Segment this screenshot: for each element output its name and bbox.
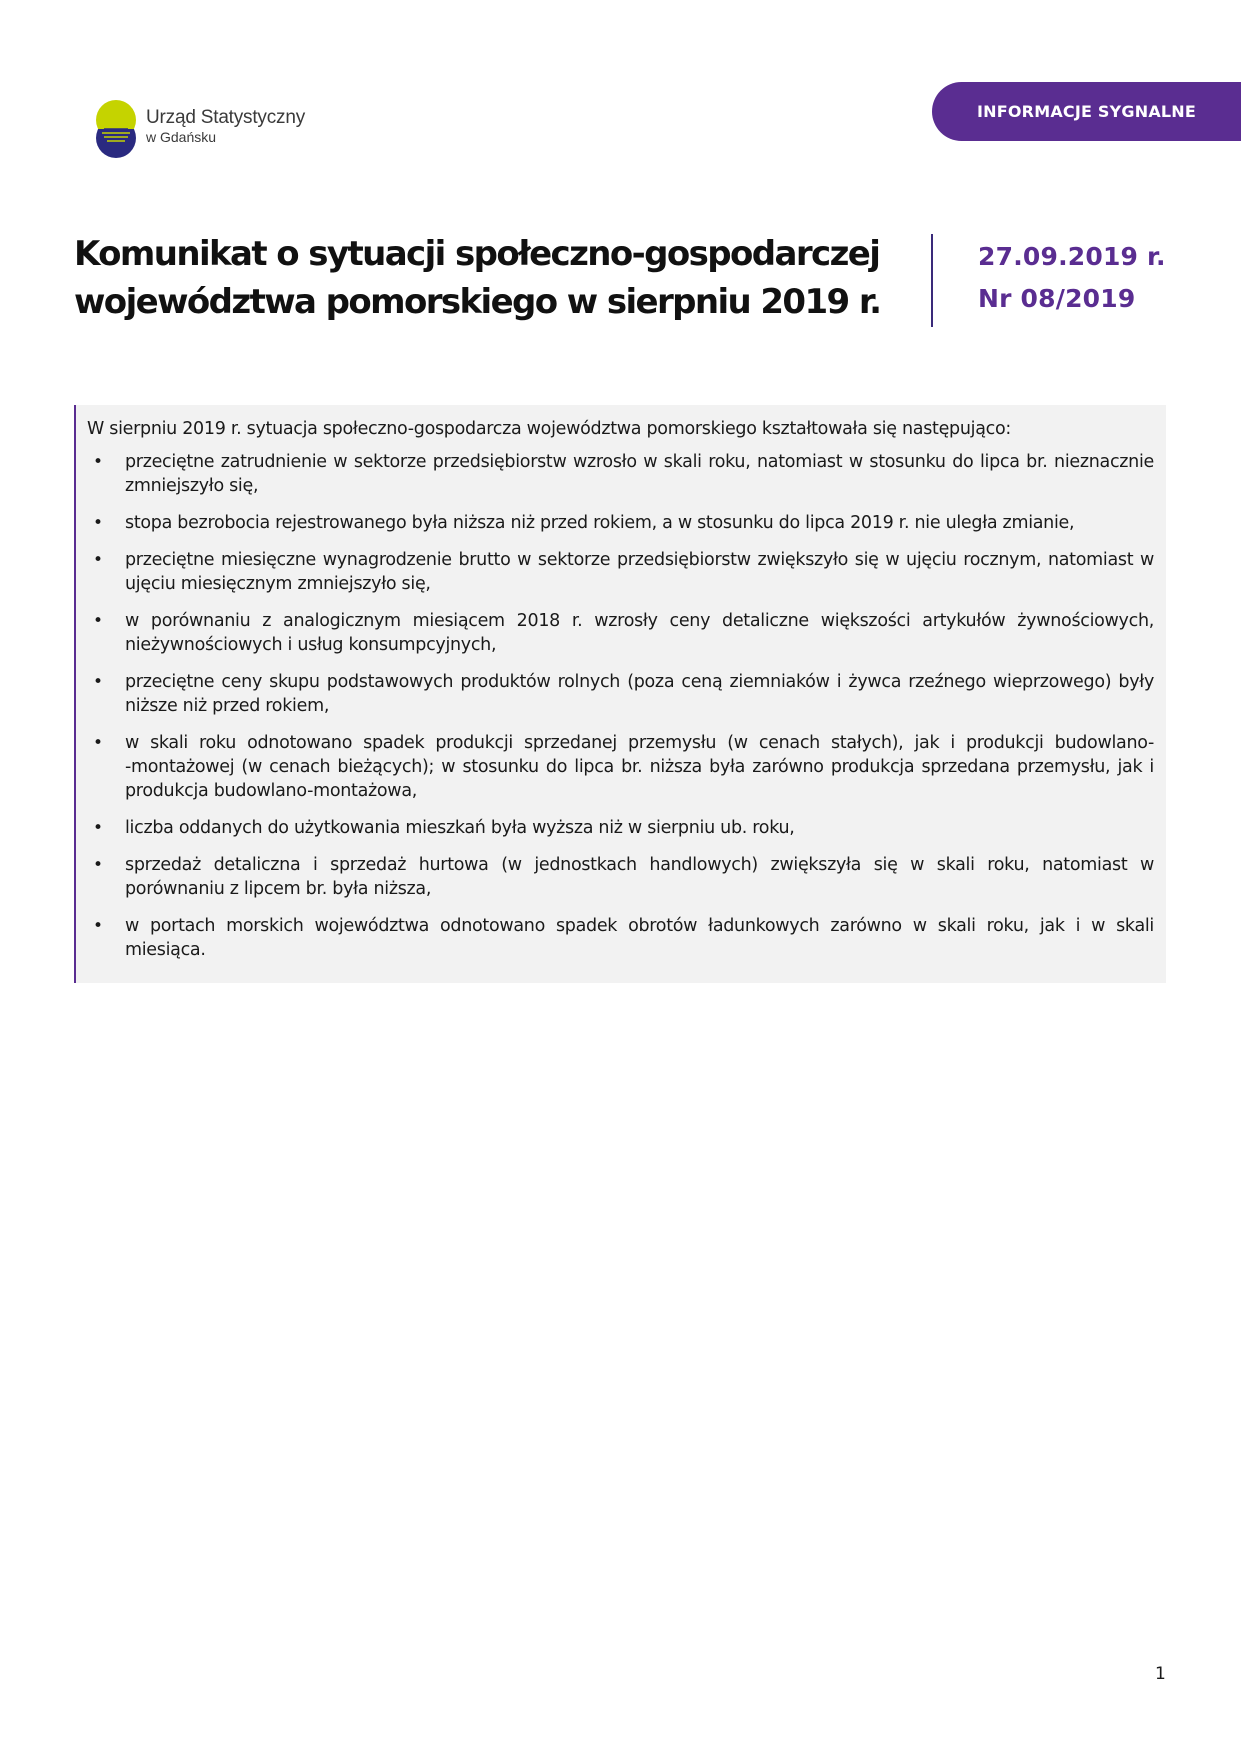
list-item-text: w skali roku odnotowano spadek produkcji sprzedanej przemysłu (w cenach stałych), jak i produkcji budowlano-‑montażowej (w cenach bieżących); w stosunku do lipca br. niższa była zarówno produkcja sprzedana przemysłu, jak i produkcja budowlano-montażowa, xyxy=(125,733,1154,801)
bullet-icon: • xyxy=(93,733,103,753)
page-title-line-2: województwa pomorskiego w sierpniu 2019 r. xyxy=(74,282,881,322)
list-item-text: stopa bezrobocia rejestrowanego była niższa niż przed rokiem, a w stosunku do lipca 2019 r. nie uległa zmianie, xyxy=(125,513,1075,533)
bullet-icon: • xyxy=(93,818,103,838)
list-item-text: liczba oddanych do użytkowania mieszkań była wyższa niż w sierpniu ub. roku, xyxy=(125,818,795,838)
summary-list xyxy=(87,450,1154,962)
list-item-text: sprzedaż detaliczna i sprzedaż hurtowa (w jednostkach handlowych) zwiększyła się w skali roku, natomiast w porównaniu z lipcem br. była niższa, xyxy=(125,855,1154,899)
publication-date: 27.09.2019 r. xyxy=(978,242,1166,271)
bullet-icon: • xyxy=(93,513,103,533)
summary-box xyxy=(74,405,1166,983)
logo-text xyxy=(146,107,305,145)
list-item-text: przeciętne zatrudnienie w sektorze przedsiębiorstw wzrosło w skali roku, natomiast w stosunku do lipca br. nieznacznie zmniejszyło się, xyxy=(125,452,1154,496)
list-item xyxy=(87,609,1154,657)
bullet-icon: • xyxy=(93,452,103,472)
logo xyxy=(94,98,305,160)
bullet-icon: • xyxy=(93,855,103,875)
list-item-text: przeciętne miesięczne wynagrodzenie brutto w sektorze przedsiębiorstw zwiększyło się w ujęciu rocznym, natomiast w ujęciu miesięcznym zmniejszyło się, xyxy=(125,550,1154,594)
publication-number: Nr 08/2019 xyxy=(978,284,1136,313)
logo-emblem-icon xyxy=(94,98,138,160)
bullet-icon: • xyxy=(93,672,103,692)
list-item xyxy=(87,731,1154,803)
list-item-text: przeciętne ceny skupu podstawowych produktów rolnych (poza ceną ziemniaków i żywca rzeźnego wieprzowego) były niższe niż przed rokiem, xyxy=(125,672,1154,716)
list-item xyxy=(87,511,1154,535)
list-item xyxy=(87,548,1154,596)
page-title-line-1: Komunikat o sytuacji społeczno-gospodarczej xyxy=(74,234,880,274)
list-item-text: w portach morskich województwa odnotowano spadek obrotów ładunkowych zarówno w skali roku, jak i w skali miesiąca. xyxy=(125,916,1154,960)
list-item xyxy=(87,914,1154,962)
summary-intro: W sierpniu 2019 r. sytuacja społeczno-gospodarcza województwa pomorskiego kształtowała się następująco: xyxy=(87,419,1011,439)
list-item xyxy=(87,670,1154,718)
list-item-text: w porównaniu z analogicznym miesiącem 2018 r. wzrosły ceny detaliczne większości artykułów żywnościowych, nieżywnościowych i usług konsumpcyjnych, xyxy=(125,611,1154,655)
meta-divider xyxy=(931,234,933,327)
page-title xyxy=(74,230,894,326)
publication-meta xyxy=(978,236,1166,320)
publication-type-badge: INFORMACJE SYGNALNE xyxy=(932,82,1241,141)
bullet-icon: • xyxy=(93,916,103,936)
page-number: 1 xyxy=(1155,1664,1166,1684)
list-item xyxy=(87,853,1154,901)
list-item xyxy=(87,816,1154,840)
bullet-icon: • xyxy=(93,550,103,570)
list-item xyxy=(87,450,1154,498)
logo-office-city: w Gdańsku xyxy=(146,128,217,145)
bullet-icon: • xyxy=(93,611,103,631)
logo-office-name: Urząd Statystyczny xyxy=(146,107,306,129)
